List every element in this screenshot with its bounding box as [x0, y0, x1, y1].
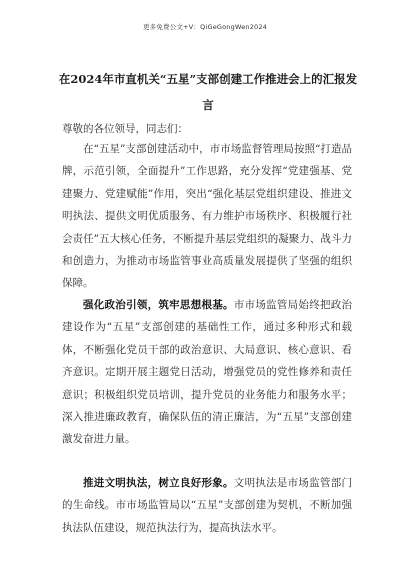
paragraph-1	[62, 138, 352, 295]
paragraph-2	[62, 294, 352, 451]
promo-banner: 更多免费公文+V：QiGeGongWen2024	[142, 23, 268, 31]
paragraph-1-text: 在“五星”支部创建活动中，市市场监督管理局按照“打造品牌，示范引领，全面提升”工作思路，充分发挥“党建强基、党建聚力、党建赋能”作用，突出“强化基层党组织建设、推进文明执法、提供文明优质服务、有力维护市场秩序、积极履行社会责任”五大核心任务，不断提升基层党组织的凝聚力、战斗力和创造力，为推动市场监管事业高质量发展提供了坚强的组织保障。	[62, 143, 352, 290]
document-title: 在2024年市直机关“五星”支部创建工作推进会上的汇报发言	[58, 72, 358, 112]
paragraph-3-lead: 推进文明执法，树立良好形象。	[83, 477, 234, 489]
paragraph-3-text: 文明执法是市场监管部门的生命线。市市场监管局以“五星”支部创建为契机，不断加强执法队伍建设，规范执法行为，提高执法水平。	[62, 477, 353, 534]
paragraph-2-lead: 强化政治引领，筑牢思想根基。	[83, 299, 234, 311]
salutation: 尊敬的各位领导，同志们：	[62, 123, 188, 135]
paragraph-3	[62, 472, 352, 539]
paragraph-2-text: 市市场监管局始终把政治建设作为“五星”支部创建的基础性工作，通过多种形式和载体，不断强化党员干部的政治意识、大局意识、核心意识、看齐意识。定期开展主题党日活动，增强党员的党性修养和责任意识；积极组织党员培训，提升党员的业务能力和服务水平；深入推进廉政教育，确保队伍的清正廉洁，为“五星”支部创建激发奋进力量。	[62, 299, 353, 446]
